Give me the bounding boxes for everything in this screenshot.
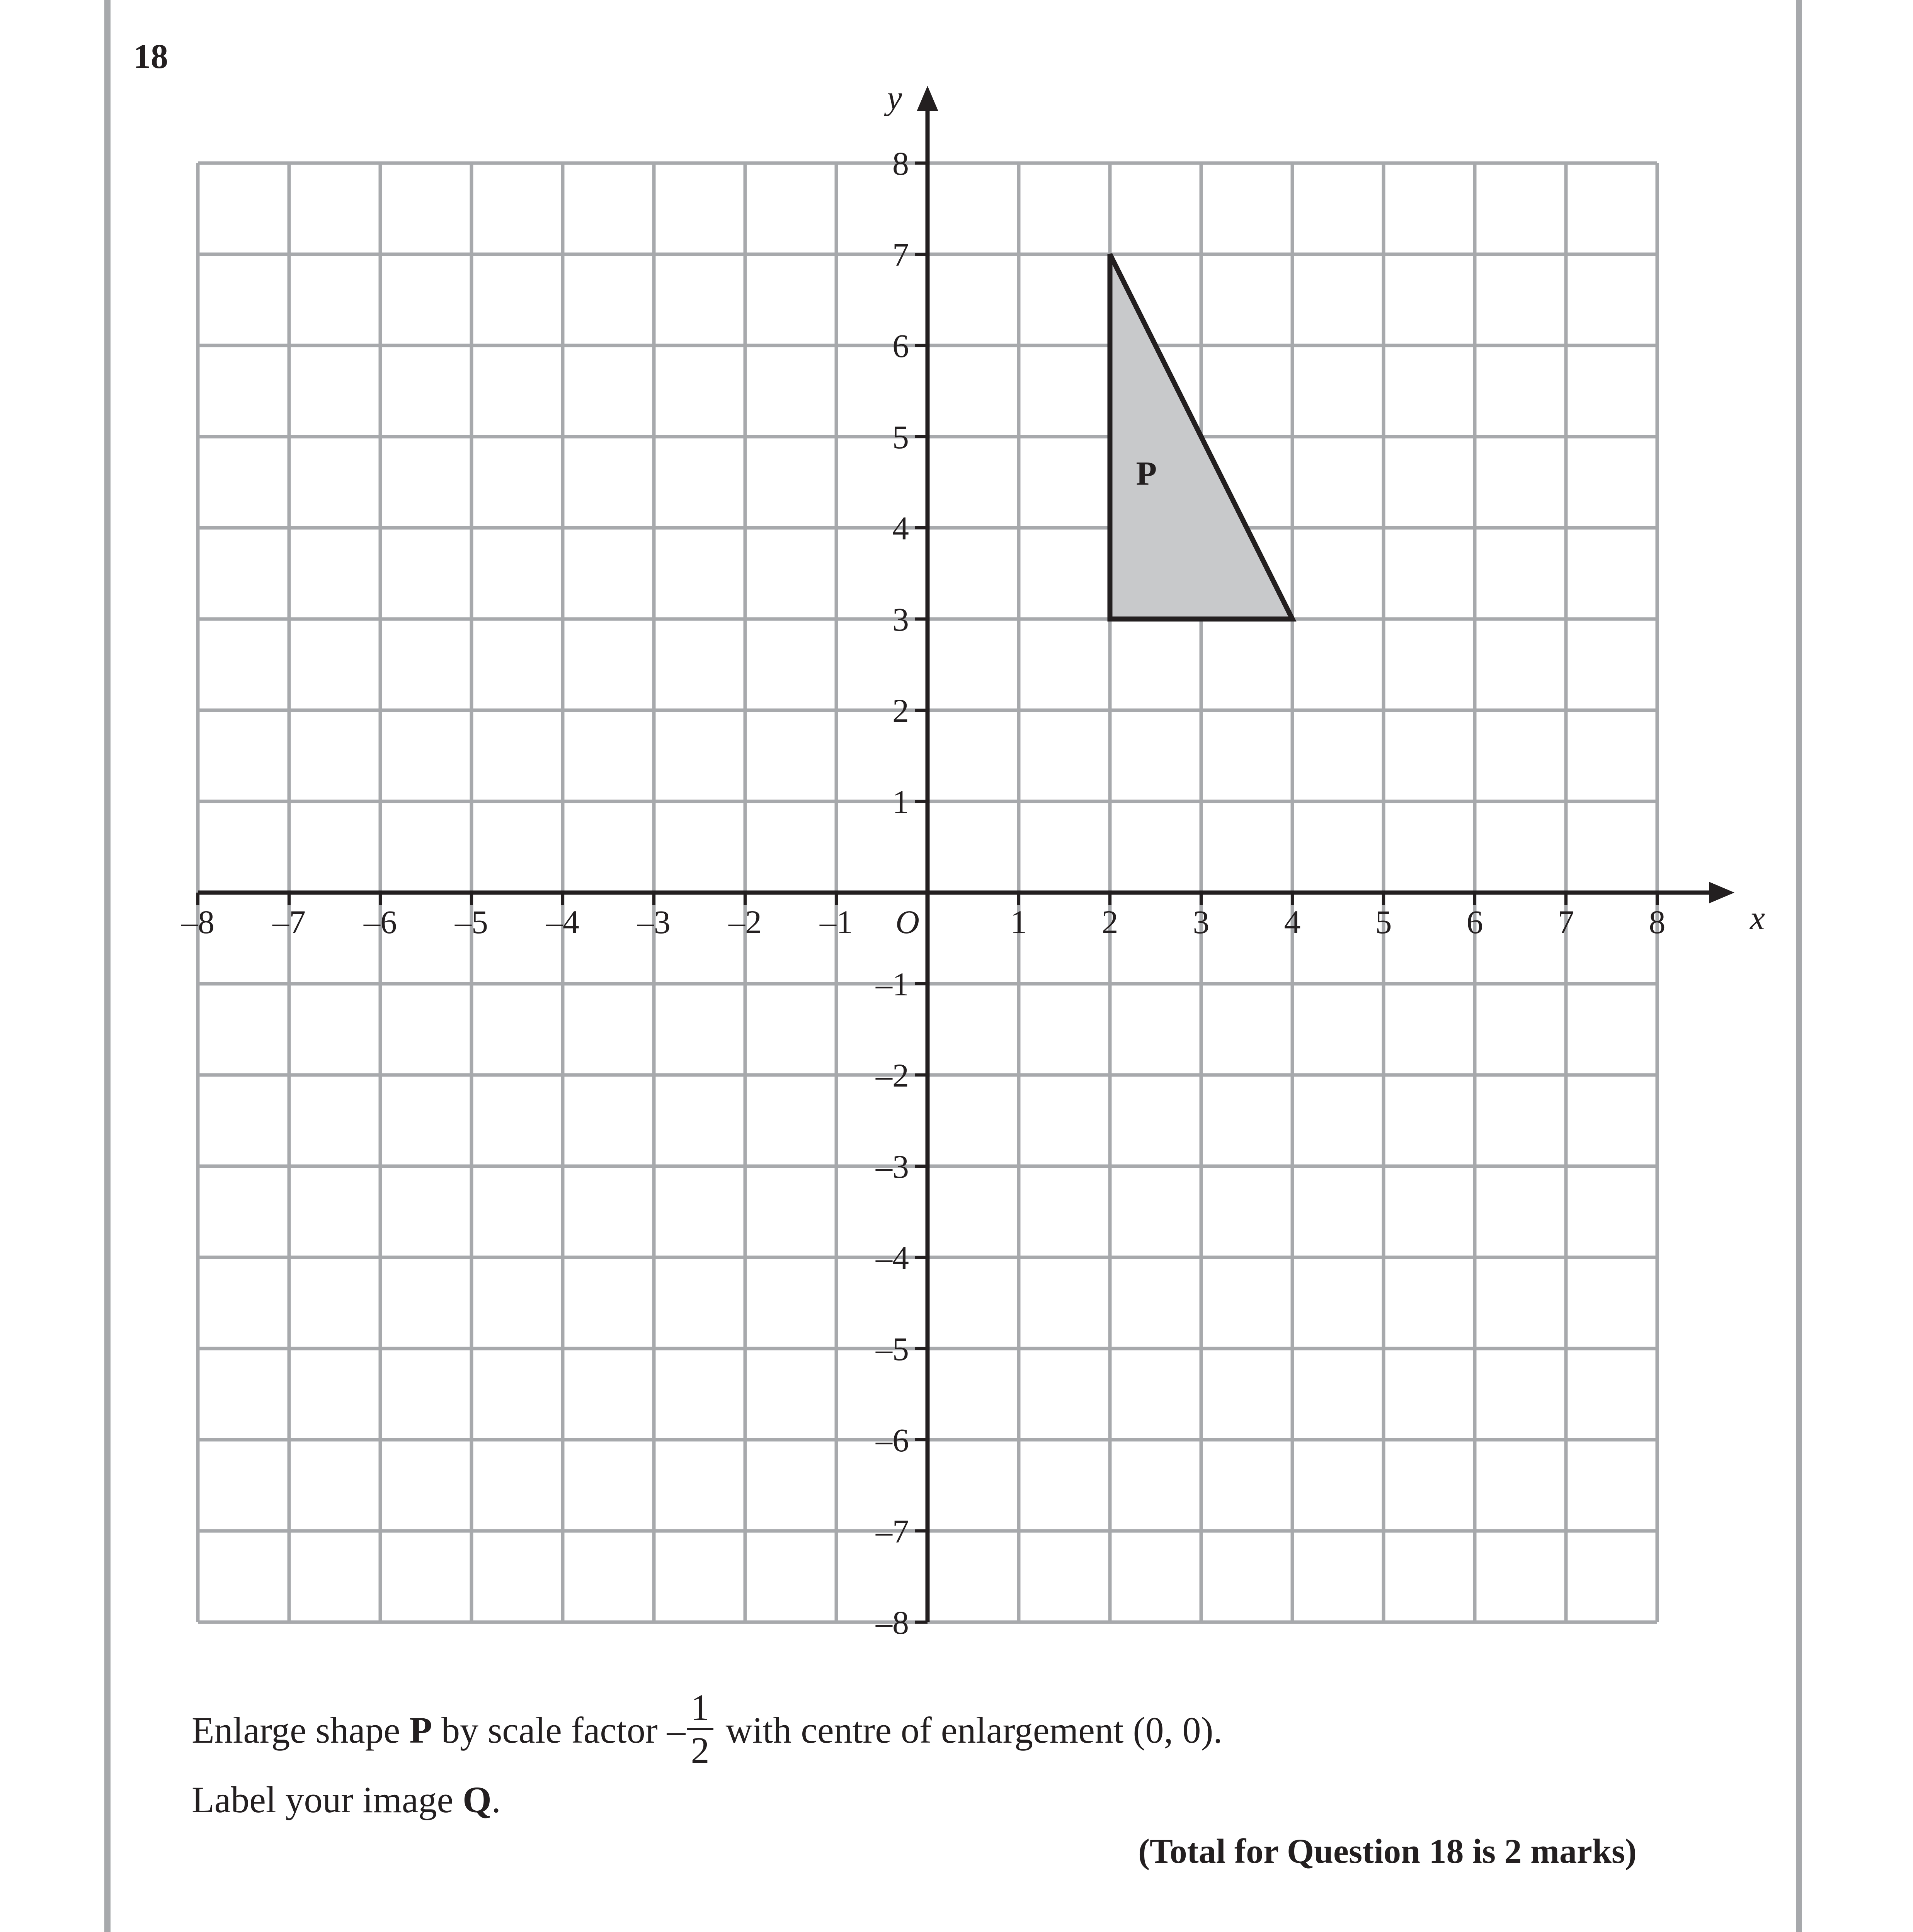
fraction-numerator: 1 [687, 1687, 713, 1730]
y-tick-label: –2 [876, 1057, 909, 1094]
image-q-ref: Q [463, 1779, 492, 1820]
y-tick-label: 8 [892, 145, 909, 182]
y-tick-label: 6 [892, 327, 909, 364]
shape-label-p: P [1136, 455, 1157, 493]
y-tick-label: 2 [892, 692, 909, 729]
question-number: 18 [133, 37, 168, 76]
y-tick-label: –1 [876, 966, 909, 1003]
y-tick-label: –5 [876, 1330, 909, 1367]
shape-p-ref: P [409, 1709, 432, 1751]
y-tick-label: –3 [876, 1148, 909, 1185]
x-tick-label: –1 [820, 903, 853, 940]
x-tick-label: 8 [1649, 903, 1666, 940]
x-axis-arrow [1709, 882, 1734, 903]
x-tick-label: 3 [1193, 903, 1210, 940]
fraction-denominator: 2 [691, 1729, 710, 1771]
x-tick-label: 2 [1101, 903, 1118, 940]
x-tick-label: 7 [1557, 903, 1574, 940]
instruction-text-3: with centre of enlargement (0, 0). [716, 1709, 1223, 1751]
origin-label: O [895, 903, 920, 940]
y-tick-label: 1 [892, 783, 909, 820]
x-tick-label: –2 [728, 903, 762, 940]
total-marks: (Total for Question 18 is 2 marks) [1138, 1832, 1637, 1871]
x-tick-label: 1 [1010, 903, 1027, 940]
y-axis-arrow [917, 86, 938, 111]
x-tick-label: –3 [637, 903, 671, 940]
y-tick-label: –8 [876, 1604, 909, 1641]
y-tick-label: –7 [876, 1513, 909, 1550]
y-tick-label: 7 [892, 236, 909, 273]
x-axis-label: x [1750, 900, 1765, 937]
scale-factor-fraction [687, 1687, 713, 1770]
x-tick-label: –7 [272, 903, 306, 940]
y-tick-label: –4 [876, 1239, 909, 1276]
label-text-1: Label your image [192, 1779, 463, 1820]
x-tick-label: 6 [1466, 903, 1483, 940]
instruction-text-2: by scale factor – [432, 1709, 686, 1751]
x-tick-label: –6 [364, 903, 397, 940]
y-tick-label: 5 [892, 418, 909, 456]
label-instruction [192, 1781, 501, 1818]
y-tick-label: 4 [892, 510, 909, 547]
x-tick-label: –4 [546, 903, 579, 940]
x-tick-label: 4 [1284, 903, 1301, 940]
x-tick-label: –5 [455, 903, 488, 940]
y-tick-label: 3 [892, 601, 909, 638]
instruction-text-1: Enlarge shape [192, 1709, 410, 1751]
x-tick-label: 5 [1375, 903, 1392, 940]
question-instruction [192, 1687, 1223, 1776]
label-text-2: . [491, 1779, 501, 1820]
y-axis-label: y [887, 79, 902, 117]
x-tick-label: –8 [181, 903, 214, 940]
y-tick-label: –6 [876, 1422, 909, 1459]
